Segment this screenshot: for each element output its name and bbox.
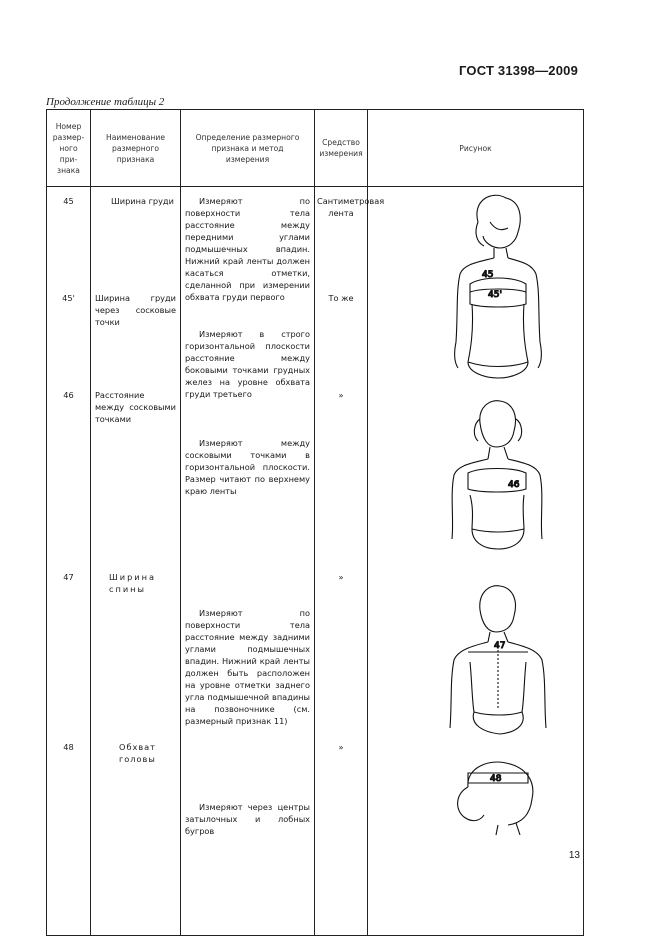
row-45prime-tool: То же	[328, 293, 354, 303]
row-48-number: 48	[63, 742, 74, 752]
figure-back-width	[430, 582, 560, 762]
size-attributes-table	[46, 109, 584, 936]
col-header-definition: Определение размерного признака и метод измерения	[181, 110, 315, 187]
row-45-definition: Измеряют по поверхности тела расстояние между передними углами подмышечных впадин. Нижний край ленты должен касаться отметки, сделанной при измерении обхвата груди первого	[185, 196, 310, 302]
row-48-definition: Измеряют через центры затылочных и лобных бугров	[185, 802, 310, 836]
document-code: ГОСТ 31398—2009	[459, 63, 578, 78]
col-header-figure: Рисунок	[368, 110, 584, 187]
table-continuation-label: Продолжение таблицы 2	[46, 96, 165, 108]
row-47-number: 47	[63, 572, 74, 582]
col-header-tool: Средство измерения	[315, 110, 368, 187]
figure-label-46: 46	[508, 480, 520, 490]
figure-label-45: 45	[482, 270, 494, 280]
row-46-number: 46	[63, 390, 74, 400]
table-header-row	[47, 110, 584, 187]
row-45prime-definition: Измеряют в строго горизонтальной плоскости расстояние между боковыми точками грудных желез на уровне обхвата груди третьего	[185, 329, 310, 399]
page-number: 13	[568, 850, 580, 861]
table-row	[47, 187, 584, 936]
row-45-number: 45	[63, 196, 74, 206]
figure-head-circumference	[446, 759, 556, 839]
row-46-definition: Измеряют между сосковыми точками в горизонтальной плоскости. Размер читают по верхнему краю ленты	[185, 438, 310, 496]
figure-nipple-distance	[428, 399, 558, 574]
col-header-number: Номер размер-ного при-знака	[47, 110, 91, 187]
row-45prime-name: Ширина груди через сосковые точки	[95, 293, 176, 327]
row-47-definition: Измеряют по поверхности тела расстояние между задними углами подмышечных впадин. Нижний край ленты должен быть расположен на уровне отметки заднего угла подмышечной впадины на позвоночнике (см. размерный признак 11)	[185, 608, 310, 726]
row-47-name: Ширина спины	[109, 572, 156, 594]
row-47-tool: »	[338, 572, 344, 582]
row-46-name: Расстояние между сосковыми точками	[95, 390, 176, 424]
row-45prime-number: 45'	[62, 293, 75, 303]
col-header-name: Наименование размерного признака	[91, 110, 181, 187]
row-45-name: Ширина груди	[111, 196, 174, 206]
row-48-tool: »	[338, 742, 344, 752]
row-48-name: Обхват головы	[119, 742, 156, 764]
figure-chest-width	[428, 192, 558, 382]
figure-label-45prime: 45'	[488, 290, 502, 300]
figure-label-47: 47	[494, 641, 506, 651]
row-46-tool: »	[338, 390, 344, 400]
row-45-tool: Сантиметровая лента	[317, 196, 385, 218]
figure-label-48: 48	[490, 774, 502, 784]
